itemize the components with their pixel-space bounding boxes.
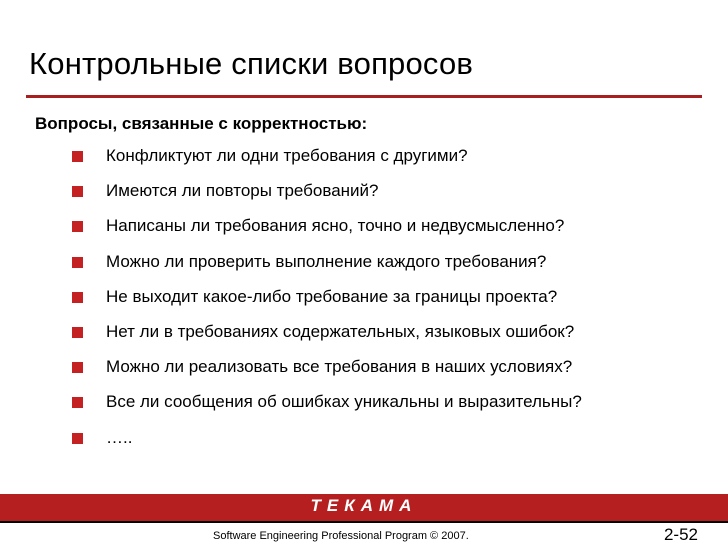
slide-title: Контрольные списки вопросов <box>29 46 474 81</box>
square-bullet-icon <box>72 292 83 303</box>
list-item-text: Написаны ли требования ясно, точно и недвусмысленно? <box>106 216 565 236</box>
square-bullet-icon <box>72 362 83 373</box>
list-item-text: ….. <box>106 427 133 447</box>
page-number: 2-52 <box>663 525 698 544</box>
list-item-text: Конфликтуют ли одни требования с другими? <box>106 146 468 165</box>
list-item-text: Не выходит какое-либо требование за границы проекта? <box>106 286 558 306</box>
list-item <box>72 322 582 357</box>
list-item-text: Все ли сообщения об ошибках уникальны и выразительны? <box>106 392 582 412</box>
list-item <box>72 146 582 181</box>
list-item <box>72 252 582 287</box>
square-bullet-icon <box>72 433 83 444</box>
section-subtitle: Вопросы, связанные с корректностью: <box>35 114 368 133</box>
list-item <box>72 357 582 392</box>
copyright-text: Software Engineering Professional Program © 2007. <box>213 530 469 542</box>
list-item <box>72 287 582 322</box>
footer-divider <box>0 521 728 523</box>
brand-logo: ТЕКАМА <box>310 496 418 515</box>
question-list <box>72 146 582 463</box>
square-bullet-icon <box>72 257 83 268</box>
list-item <box>72 392 582 427</box>
square-bullet-icon <box>72 327 83 338</box>
square-bullet-icon <box>72 186 83 197</box>
list-item <box>72 181 582 216</box>
list-item-text: Имеются ли повторы требований? <box>106 181 379 201</box>
square-bullet-icon <box>72 151 83 162</box>
list-item-text: Нет ли в требованиях содержательных, языковых ошибок? <box>106 321 575 341</box>
list-item <box>72 428 582 463</box>
square-bullet-icon <box>72 221 83 232</box>
title-divider <box>26 95 702 98</box>
square-bullet-icon <box>72 397 83 408</box>
list-item <box>72 216 582 251</box>
list-item-text: Можно ли проверить выполнение каждого требования? <box>106 251 547 271</box>
list-item-text: Можно ли реализовать все требования в наших условиях? <box>106 357 573 377</box>
